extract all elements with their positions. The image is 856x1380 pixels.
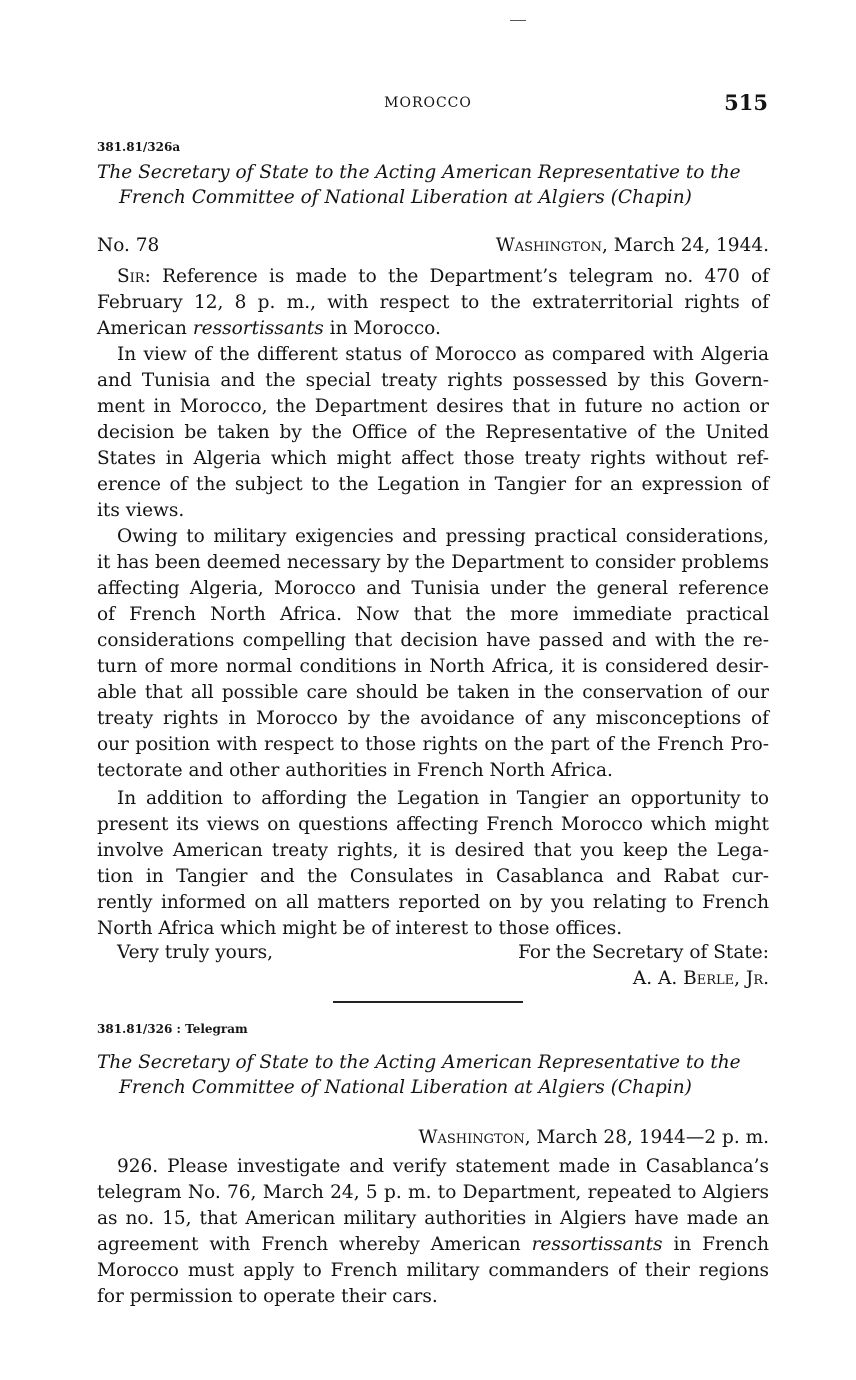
document-title [97,160,769,210]
section-divider [333,1001,523,1003]
body-line: turn of more normal conditions in North Africa, it is considered desir- [97,656,769,677]
body-line: affecting Algeria, Morocco and Tunisia under the general reference [97,578,769,599]
body-line: Owing to military exigencies and pressing practical considerations, [117,526,769,547]
body-line: February 12, 8 p. m., with respect to the extraterritorial rights of [97,292,769,313]
body-line: involve American treaty rights, it is desired that you keep the Lega- [97,840,769,861]
body-line: of French North Africa. Now that the more immediate practical [97,604,769,625]
body-line: treaty rights in Morocco by the avoidance of any misconceptions of [97,708,769,729]
body-line: Morocco must apply to French military commanders of their regions [97,1260,769,1281]
dateline: Washington, March 24, 1944. [495,235,769,256]
top-rule [510,20,526,21]
body-line: States in Algeria which might affect those treaty rights without ref- [97,448,769,469]
complimentary-close: Very truly yours, [117,942,273,963]
body-line: agreement with French whereby American ressortissants in French [97,1234,769,1255]
title-line: The Secretary of State to the Acting American Representative to the [97,162,741,183]
body-line: Sir: Reference is made to the Department’s telegram no. 470 of [117,266,769,287]
body-line: erence of the subject to the Legation in Tangier for an expression of [97,474,769,495]
title-line: The Secretary of State to the Acting American Representative to the [97,1052,741,1073]
body-line: as no. 15, that American military authorities in Algiers have made an [97,1208,769,1229]
body-line: and Tunisia and the special treaty rights possessed by this Govern- [97,370,769,391]
body-line: decision be taken by the Office of the Representative of the United [97,422,769,443]
body-line: for permission to operate their cars. [97,1286,438,1307]
body-line: it has been deemed necessary by the Department to consider problems [97,552,769,573]
salutation: Sir [117,266,145,287]
document-title [97,1050,769,1100]
body-line: In addition to affording the Legation in Tangier an opportunity to [117,788,769,809]
body-line: tectorate and other authorities in French North Africa. [97,760,613,781]
body-line: tion in Tangier and the Consulates in Casablanca and Rabat cur- [97,866,769,887]
body-line: 926. Please investigate and verify statement made in Casablanca’s [117,1156,769,1177]
page-number: 515 [724,90,768,115]
file-number: 381.81/326a [97,140,181,154]
file-number: 381.81/326 : Telegram [97,1022,248,1036]
running-head: MOROCCO [384,95,472,111]
body-line: ment in Morocco, the Department desires that in future no action or [97,396,769,417]
body-line: North Africa which might be of interest to those offices. [97,918,623,939]
body-line: rently informed on all matters reported on by you relating to French [97,892,769,913]
signature: A. A. Berle, Jr. [632,968,769,989]
body-line: In view of the different status of Morocco as compared with Algeria [117,344,769,365]
body-line: able that all possible care should be taken in the conservation of our [97,682,769,703]
closing-line [97,940,769,966]
body-line: considerations compelling that decision have passed and with the re- [97,630,769,651]
for-line: For the Secretary of State: [518,942,769,963]
body-line: its views. [97,500,185,521]
title-line: French Committee of National Liberation at Algiers (Chapin) [119,1077,692,1098]
title-line: French Committee of National Liberation at Algiers (Chapin) [119,187,692,208]
dateline: Washington, March 28, 1944—2 p. m. [418,1127,769,1148]
body-line: telegram No. 76, March 24, 5 p. m. to Department, repeated to Algiers [97,1182,769,1203]
body-line: present its views on questions affecting French Morocco which might [97,814,769,835]
number-date-line [97,233,769,259]
body-line: American ressortissants in Morocco. [97,318,441,339]
despatch-number: No. 78 [97,235,160,256]
body-line: our position with respect to those rights on the part of the French Pro- [97,734,769,755]
